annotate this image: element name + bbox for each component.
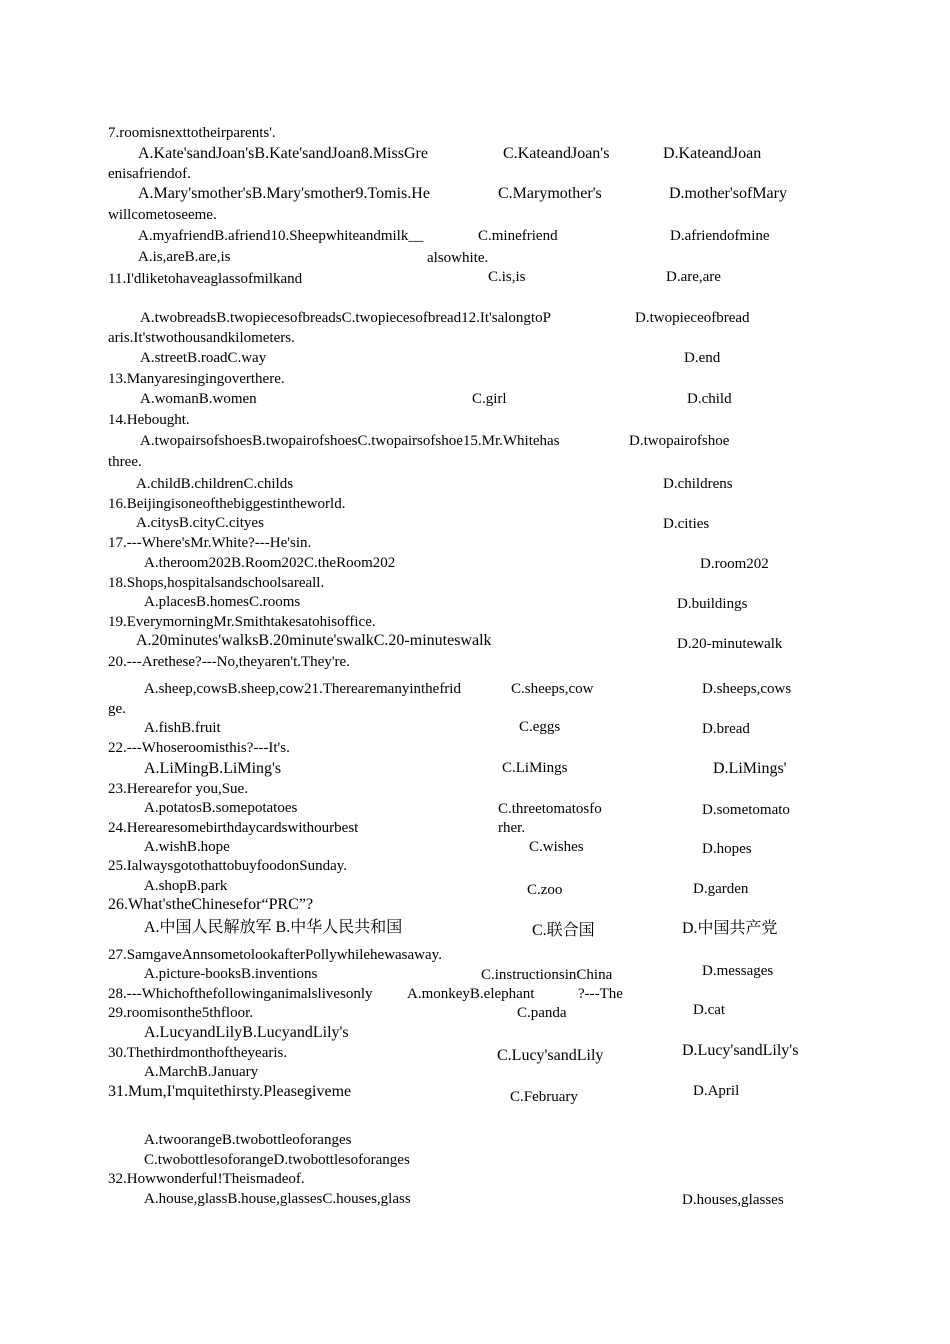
q13-option-c: C.girl bbox=[472, 391, 507, 407]
q21-option-c: C.eggs bbox=[519, 719, 561, 735]
q9-options-ab: A.myafriendB.afriend10.Sheepwhiteandmilk__ bbox=[138, 228, 424, 244]
q28-options-ab: A.monkeyB.elephant bbox=[407, 986, 535, 1002]
q22-options-ab: A.LiMingB.LiMing's bbox=[144, 760, 282, 777]
q9-stem-cont: willcometoseeme. bbox=[108, 207, 217, 223]
q14-option-d: D.twopairofshoe bbox=[629, 433, 730, 449]
q10-option-c: C.is,is bbox=[488, 269, 526, 285]
q11-stem: 11.I'dliketohaveaglassofmilkand bbox=[108, 271, 303, 287]
q25-option-d: D.garden bbox=[693, 881, 749, 897]
q31-stem: 31.Mum,I'mquitethirsty.Pleasegiveme bbox=[108, 1083, 352, 1100]
q10-options-ab: A.is,areB.are,is bbox=[138, 249, 231, 265]
q21-options-ab: A.fishB.fruit bbox=[144, 720, 221, 736]
q15-option-d: D.childrens bbox=[663, 476, 733, 492]
q13-options-ab: A.womanB.women bbox=[140, 391, 257, 407]
q22-stem: 22.---Whoseroomisthis?---It's. bbox=[108, 740, 290, 756]
q29-option-c: C.Lucy'sandLily bbox=[497, 1047, 604, 1064]
q18-options-abc: A.placesB.homesC.rooms bbox=[144, 594, 301, 610]
q28-stem-tail: ?---The bbox=[578, 986, 623, 1002]
q7-option-c: C.KateandJoan's bbox=[503, 145, 610, 162]
q28-stem: 28.---Whichofthefollowinganimalslivesonly bbox=[108, 986, 373, 1002]
q20-option-d: D.sheeps,cows bbox=[702, 681, 792, 697]
q24-option-c: C.wishes bbox=[529, 839, 584, 855]
q23-options-ab: A.potatosB.somepotatoes bbox=[144, 800, 298, 816]
q15-options-abc: A.childB.childrenC.childs bbox=[136, 476, 294, 492]
q8-option-c: C.Marymother's bbox=[498, 185, 602, 202]
q23-option-c: C.threetomatosfo bbox=[498, 801, 602, 817]
q19-options-abc: A.20minutes'walksB.20minute'swalkC.20-minuteswalk bbox=[136, 632, 492, 649]
q12-options-abc: A.streetB.roadC.way bbox=[140, 350, 267, 366]
q26-stem: 26.What'stheChinesefor“PRC”? bbox=[108, 896, 314, 913]
q26-option-d: D.中国共产党 bbox=[682, 920, 778, 937]
q23-option-c-cont: rher. bbox=[498, 820, 526, 836]
q14-stem: 14.Hebought. bbox=[108, 412, 190, 428]
q8-options-ab: A.Mary'smother'sB.Mary'smother9.Tomis.He bbox=[138, 185, 430, 202]
q16-options-abc: A.citysB.cityC.cityes bbox=[136, 515, 264, 531]
q15-stem-cont: three. bbox=[108, 454, 142, 470]
q28-option-c: C.panda bbox=[517, 1005, 567, 1021]
q22-option-c: C.LiMings bbox=[502, 760, 568, 776]
q30-stem: 30.Thethirdmonthoftheyearis. bbox=[108, 1045, 288, 1061]
q19-option-d: D.20-minutewalk bbox=[677, 636, 783, 652]
q21-stem-cont: ge. bbox=[108, 701, 126, 717]
q13-stem: 13.Manyaresingingoverthere. bbox=[108, 371, 285, 387]
q27-option-c: C.instructionsinChina bbox=[481, 967, 613, 983]
q14-options-abc: A.twopairsofshoesB.twopairofshoesC.twopairsofshoe15.Mr.Whitehas bbox=[140, 433, 560, 449]
q20-options-ab: A.sheep,cowsB.sheep,cow21.Therearemanyinthefrid bbox=[144, 681, 461, 697]
q17-options-abc: A.theroom202B.Room202C.theRoom202 bbox=[144, 555, 396, 571]
q29-stem: 29.roomisonthe5thfloor. bbox=[108, 1005, 253, 1021]
q25-option-c: C.zoo bbox=[527, 882, 563, 898]
q32-stem: 32.Howwonderful!Theismadeof. bbox=[108, 1171, 305, 1187]
q20-option-c: C.sheeps,cow bbox=[511, 681, 594, 697]
q22-option-d: D.LiMings' bbox=[713, 760, 787, 777]
q27-options-ab: A.picture-booksB.inventions bbox=[144, 966, 318, 982]
q18-stem: 18.Shops,hospitalsandschoolsareall. bbox=[108, 575, 325, 591]
q24-stem: 24.Herearesomebirthdaycardswithourbest bbox=[108, 820, 359, 836]
q8-stem-cont: enisafriendof. bbox=[108, 166, 191, 182]
q21-option-d: D.bread bbox=[702, 721, 750, 737]
q9-option-c: C.minefriend bbox=[478, 228, 558, 244]
q31-options-cd: C.twobottlesoforangeD.twobottlesoforanges bbox=[144, 1152, 410, 1168]
q11-option-d: D.twopieceofbread bbox=[635, 310, 750, 326]
q16-option-d: D.cities bbox=[663, 516, 710, 532]
q30-option-c: C.February bbox=[510, 1089, 578, 1105]
q13-option-d: D.child bbox=[687, 391, 732, 407]
q7-stem: 7.roomisnexttotheirparents'. bbox=[108, 125, 276, 141]
q23-option-d: D.sometomato bbox=[702, 802, 790, 818]
q27-stem: 27.SamgaveAnnsometolookafterPollywhilehewasaway. bbox=[108, 947, 442, 963]
q17-option-d: D.room202 bbox=[700, 556, 769, 572]
q10-stem-cont: alsowhite. bbox=[427, 250, 489, 266]
q10-option-d: D.are,are bbox=[666, 269, 721, 285]
q11-options-abc: A.twobreadsB.twopiecesofbreadsC.twopiecesofbread12.It'salongtoP bbox=[140, 310, 551, 326]
q25-stem: 25.IalwaysgotothattobuyfoodonSunday. bbox=[108, 858, 347, 874]
q28-option-d: D.cat bbox=[693, 1002, 726, 1018]
q24-options-ab: A.wishB.hope bbox=[144, 839, 230, 855]
q12-stem-cont: aris.It'stwothousandkilometers. bbox=[108, 330, 295, 346]
q7-option-d: D.KateandJoan bbox=[663, 145, 762, 162]
q26-options-ab: A.中国人民解放军 B.中华人民共和国 bbox=[144, 919, 403, 936]
q18-option-d: D.buildings bbox=[677, 596, 748, 612]
q25-options-ab: A.shopB.park bbox=[144, 878, 228, 894]
q27-option-d: D.messages bbox=[702, 963, 774, 979]
q29-option-d: D.Lucy'sandLily's bbox=[682, 1042, 799, 1059]
q8-option-d: D.mother'sofMary bbox=[669, 185, 787, 202]
q17-stem: 17.---Where'sMr.White?---He'sin. bbox=[108, 535, 312, 551]
q20-stem: 20.---Arethese?---No,theyaren't.They're. bbox=[108, 654, 350, 670]
q31-options-ab: A.twoorangeB.twobottleoforanges bbox=[144, 1132, 352, 1148]
q30-option-d: D.April bbox=[693, 1083, 740, 1099]
q19-stem: 19.EverymorningMr.Smithtakesatohisoffice. bbox=[108, 614, 376, 630]
q32-options-abc: A.house,glassB.house,glassesC.houses,glass bbox=[144, 1191, 411, 1207]
q30-options-ab: A.MarchB.January bbox=[144, 1064, 259, 1080]
q32-option-d: D.houses,glasses bbox=[682, 1192, 784, 1208]
q23-stem: 23.Herearefor you,Sue. bbox=[108, 781, 248, 797]
q29-options-ab: A.LucyandLilyB.LucyandLily's bbox=[144, 1024, 349, 1041]
q24-option-d: D.hopes bbox=[702, 841, 752, 857]
q7-options-ab: A.Kate'sandJoan'sB.Kate'sandJoan8.MissGre bbox=[138, 145, 428, 162]
q9-option-d: D.afriendofmine bbox=[670, 228, 770, 244]
q12-option-d: D.end bbox=[684, 350, 721, 366]
q26-option-c: C.联合国 bbox=[532, 922, 595, 939]
q16-stem: 16.Beijingisoneofthebiggestintheworld. bbox=[108, 496, 346, 512]
